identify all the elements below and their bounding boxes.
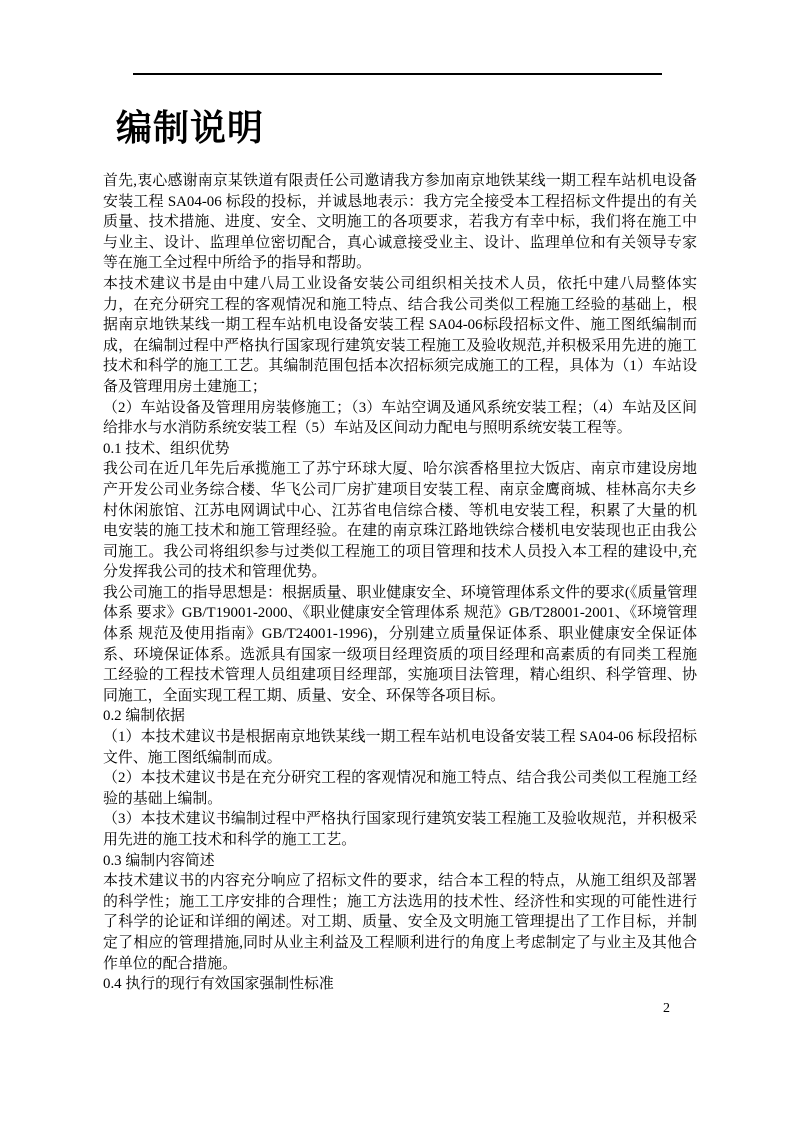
paragraph-basis-item-2: （2）本技术建议书是在充分研究工程的客观情况和施工特点、结合我公司类似工程施工经验的基础上编制。 — [103, 770, 697, 807]
section-heading-0-3: 0.3 编制内容简述 — [103, 852, 215, 869]
paragraph-company-experience: 我公司在近几年先后承揽施工了苏宁环球大厦、哈尔滨香格里拉大饭店、南京市建设房地产开发公司业务综合楼、华飞公司厂房扩建项目安装工程、南京金鹰商城、桂林高尔夫乡村休闲旅馆、江苏电网调试中心、江苏省电信综合楼、等机电安装工程，积累了大量的机电安装的施工技术和施工管理经验。在建的南京珠江路地铁综合楼机电安装现也正由我公司施工。我公司将组织参与过类似工程施工的项目管理和技术人员投入本工程的建设中,充分发挥我公司的技术和管理优势。 — [103, 461, 697, 581]
page-title: 编制说明 — [116, 107, 265, 148]
paragraph-basis-item-1: （1）本技术建议书是根据南京地铁某线一期工程车站机电设备安装工程 SA04-06 标段招标文件、施工图纸编制而成。 — [103, 729, 697, 766]
section-heading-0-4: 0.4 执行的现行有效国家强制性标准 — [103, 976, 334, 993]
header-rule — [133, 73, 662, 75]
paragraph-content-summary: 本技术建议书的内容充分响应了招标文件的要求，结合本工程的特点，从施工组织及部署的科学性；施工工序安排的合理性；施工方法选用的技术性、经济性和实现的可能性进行了科学的论证和详细的阐述。对工期、质量、安全及文明施工管理提出了工作目标，并制定了相应的管理措施,同时从业主利益及工程顺利进行的角度上考虑制定了与业主及其他合作单位的配合措施。 — [103, 873, 697, 972]
paragraph-scope-items: （2）车站设备及管理用房装修施工；（3）车站空调及通风系统安装工程；（4）车站及区间给排水与水消防系统安装工程（5）车站及区间动力配电与照明系统安装工程等。 — [103, 399, 697, 437]
page-number: 2 — [663, 1001, 670, 1016]
paragraph-guiding-principles: 我公司施工的指导思想是：根据质量、职业健康安全、环境管理体系文件的要求(《质量管理体系 要求》GB/T19001-2000、《职业健康安全管理体系 规范》GB/T28001-2001、《环境管理体系 规范及使用指南》GB/T24001-1996)，分别建立质量保证体系、职业健康安全保证体系、环境保证体系。选派具有国家一级项目经理资质的项目经理和高素质的有同类工程施工经验的工程技术管理人员组建项目经理部，实施项目法管理，精心组织、科学管理、协同施工，全面实现工程工期、质量、安全、环保等各项目标。 — [103, 584, 697, 704]
document-body — [103, 171, 697, 995]
paragraph-basis-item-3: （3）本技术建议书编制过程中严格执行国家现行建筑安装工程施工及验收规范，并积极采用先进的施工技术和科学的施工工艺。 — [103, 811, 697, 848]
section-heading-0-2: 0.2 编制依据 — [103, 708, 185, 725]
paragraph-proposal-basis: 本技术建议书是由中建八局工业设备安装公司组织相关技术人员，依托中建八局整体实力，在充分研究工程的客观情况和施工特点、结合我公司类似工程施工经验的基础上，根据南京地铁某线一期工程车站机电设备安装工程 SA04-06标段招标文件、施工图纸编制而成，在编制过程中严格执行国家现行建筑安装工程施工及验收规范,并积极采用先进的施工技术和科学的施工工艺。其编制范围包括本次招标须完成施工的工程，具体为（1）车站设备及管理用房土建施工； — [103, 275, 697, 395]
paragraph-intro-thanks: 首先,衷心感谢南京某铁道有限责任公司邀请我方参加南京地铁某线一期工程车站机电设备安装工程 SA04-06 标段的投标，并诚恳地表示：我方完全接受本工程招标文件提出的有关质量、技术措施、进度、安全、文明施工的各项要求，若我方有幸中标，我们将在施工中与业主、设计、监理单位密切配合，真心诚意接受业主、设计、监理单位和有关领导专家等在施工全过程中所给予的指导和帮助。 — [103, 173, 697, 272]
section-heading-0-1: 0.1 技术、组织优势 — [103, 440, 230, 457]
